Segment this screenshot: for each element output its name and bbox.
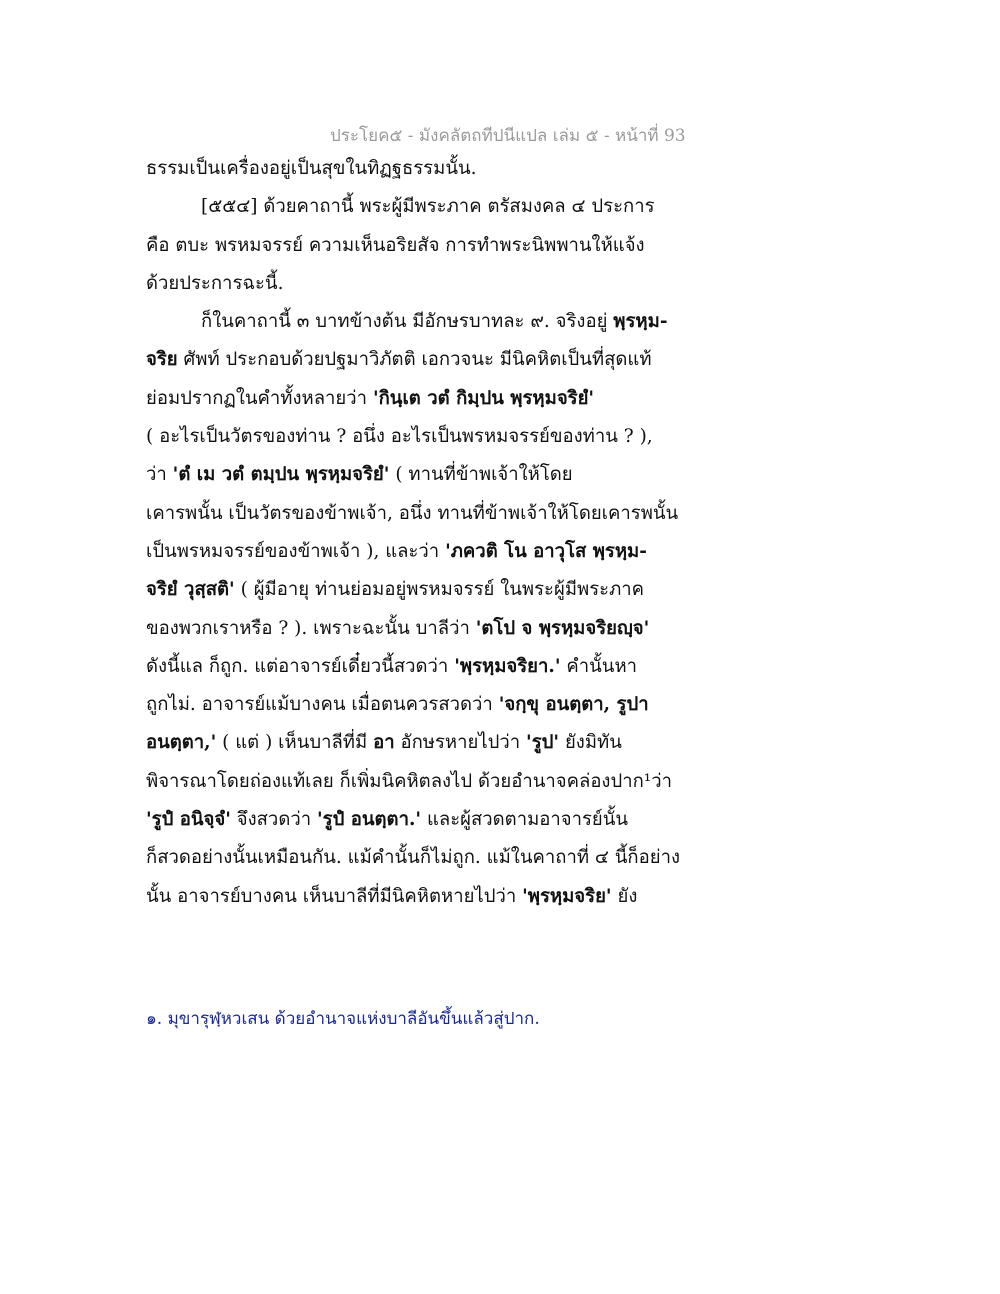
pali-quote: 'รูปํ อนตฺตา.' — [317, 809, 422, 831]
text-line: อนตฺตา,' ( แต่ ) เห็นบาลีที่มี อา อักษรหายไปว่า 'รูป' ยังมิทัน — [146, 732, 622, 754]
text-line: ( อะไรเป็นวัตรของท่าน ? อนึ่ง อะไรเป็นพรหมจรรย์ของท่าน ? ), — [146, 426, 653, 448]
text-line: คือ ตบะ พรหมจรรย์ ความเห็นอริยสัจ การทำพระนิพพานให้แจ้ง — [146, 234, 645, 256]
text-line: ก็สวดอย่างนั้นเหมือนกัน. แม้คำนั้นก็ไม่ถูก. แม้ในคาถาที่ ๔ นี้ก็อย่าง — [146, 847, 681, 869]
text-line: ด้วยประการฉะนี้. — [146, 272, 284, 294]
pali-quote: 'ภควติ โน อาวุโส พฺรหฺม- — [445, 540, 647, 562]
pali-quote: 'รูป' — [526, 732, 560, 754]
body-text — [146, 150, 694, 916]
text-line: ว่า 'ตํ เม วตํ ตมฺปน พฺรหฺมจริยํ' ( ทานที่ข้าพเจ้าให้โดย — [146, 464, 573, 486]
pali-quote: 'พฺรหฺมจริย' — [522, 885, 612, 907]
text-line: ก็ในคาถานี้ ๓ บาทข้างต้น มีอักษรบาทละ ๙. จริงอยู่ พฺรหฺม- — [201, 311, 668, 333]
pali-quote: 'จกฺขุ อนตฺตา, รูปา — [498, 694, 649, 716]
text-line: 'รูปํ อนิจฺจํ' จึงสวดว่า 'รูปํ อนตฺตา.' และผู้สวดตามอาจารย์นั้น — [146, 809, 629, 831]
pali-term: จริย — [146, 349, 178, 371]
text-line: เคารพนั้น เป็นวัตรของข้าพเจ้า, อนึ่ง ทานที่ข้าพเจ้าให้โดยเคารพนั้น — [146, 502, 679, 524]
pali-quote: 'ตโป จ พฺรหฺมจริยญฺจ' — [475, 617, 650, 639]
pali-term: พฺรหฺม- — [613, 311, 668, 333]
pali-quote: 'พฺรหฺมจริยา.' — [454, 655, 561, 677]
pali-quote: 'รูปํ อนิจฺจํ' — [146, 809, 231, 831]
pali-quote: 'ตํ เม วตํ ตมฺปน พฺรหฺมจริยํ' — [172, 464, 390, 486]
pali-quote: จริยํ วุสฺสติ' — [146, 579, 235, 601]
footnote: ๑. มุขารุฬฺหวเสน ด้วยอำนาจแห่งบาลีอันขึ้นแล้วสู่ปาก. — [146, 1009, 540, 1029]
text-line: เป็นพรหมจรรย์ของข้าพเจ้า ), และว่า 'ภควติ โน อาวุโส พฺรหฺม- — [146, 540, 647, 562]
text-line: นั้น อาจารย์บางคน เห็นบาลีที่มีนิคหิตหายไปว่า 'พฺรหฺมจริย' ยัง — [146, 885, 638, 907]
text-line: จริย ศัพท์ ประกอบด้วยปฐมาวิภัตติ เอกวจนะ มีนิคหิตเป็นที่สุดแท้ — [146, 349, 652, 371]
text-line: พิจารณาโดยถ่องแท้เลย ก็เพิ่มนิคหิตลงไป ด้วยอำนาจคล่องปาก¹ว่า — [146, 770, 672, 792]
text-line: [๕๕๔] ด้วยคาถานี้ พระผู้มีพระภาค ตรัสมงคล ๔ ประการ — [201, 196, 655, 218]
pali-quote: อนตฺตา,' — [146, 732, 217, 754]
running-head: ประโยค๕ - มังคลัตถทีปนีแปล เล่ม ๕ - หน้าที่ 93 — [330, 126, 686, 146]
text-line: ย่อมปรากฏในคำทั้งหลายว่า 'กินฺเต วตํ กิมฺปน พฺรหฺมจริยํ' — [146, 387, 595, 409]
text-line: ของพวกเราหรือ ? ). เพราะฉะนั้น บาลีว่า 'ตโป จ พฺรหฺมจริยญฺจ' — [146, 617, 650, 639]
text-line: ดังนี้แล ก็ถูก. แต่อาจารย์เดี๋ยวนี้สวดว่า 'พฺรหฺมจริยา.' คำนั้นหา — [146, 655, 638, 677]
text-line: ธรรมเป็นเครื่องอยู่เป็นสุขในทิฏฐธรรมนั้น. — [146, 158, 477, 179]
pali-term: อา — [373, 732, 395, 754]
text-line: ถูกไม่. อาจารย์แม้บางคน เมื่อตนควรสวดว่า 'จกฺขุ อนตฺตา, รูปา — [146, 694, 649, 716]
text-line: จริยํ วุสฺสติ' ( ผู้มีอายุ ท่านย่อมอยู่พรหมจรรย์ ในพระผู้มีพระภาค — [146, 579, 645, 601]
pali-quote: 'กินฺเต วตํ กิมฺปน พฺรหฺมจริยํ' — [372, 387, 595, 409]
